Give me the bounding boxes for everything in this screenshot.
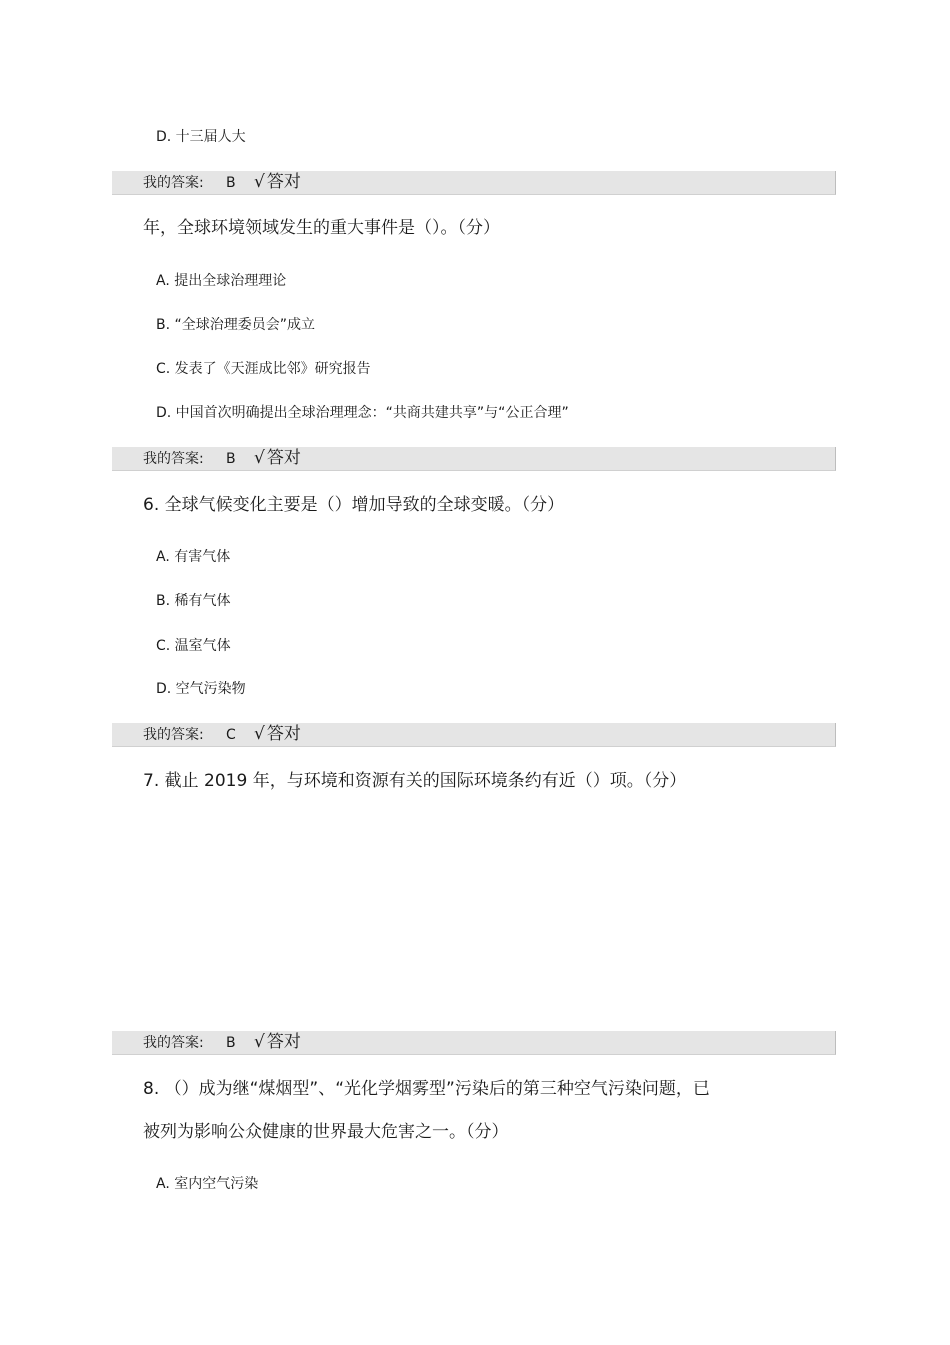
answer-value: B [226, 175, 236, 191]
check-icon: √ [254, 1032, 265, 1052]
option-a-q5: A. 提出全球治理理论 [156, 273, 287, 289]
answer-result [254, 447, 301, 470]
answer-result [254, 171, 301, 194]
option-c-q6: C. 温室气体 [156, 638, 231, 654]
answer-result-text: 答对 [266, 1032, 301, 1052]
option-a-q6: A. 有害气体 [156, 549, 231, 565]
question-5: 年，全球环境领域发生的重大事件是（）。（分） [143, 218, 500, 238]
option-d-q6: D. 空气污染物 [156, 681, 246, 697]
option-d-q4: D. 十三届人大 [156, 129, 246, 145]
question-7: 7. 截止 2019 年，与环境和资源有关的国际环境条约有近（）项。（分） [143, 771, 687, 791]
answer-bar-q6 [112, 723, 836, 747]
answer-value: B [226, 1035, 236, 1051]
answer-result-text: 答对 [266, 172, 301, 192]
answer-bar-q7 [112, 1031, 836, 1055]
check-icon: √ [254, 448, 265, 468]
option-d-q5: D. 中国首次明确提出全球治理理念：“共商共建共享”与“公正合理” [156, 405, 569, 421]
answer-bar-q4 [112, 171, 836, 195]
answer-label: 我的答案: [143, 1035, 204, 1051]
answer-value: C [226, 727, 236, 743]
answer-result-text: 答对 [266, 448, 301, 468]
option-b-q5: B. “全球治理委员会”成立 [156, 317, 316, 333]
answer-value: B [226, 451, 236, 467]
check-icon: √ [254, 172, 265, 192]
option-b-q6: B. 稀有气体 [156, 593, 231, 609]
answer-label: 我的答案: [143, 727, 204, 743]
option-a-q8: A. 室内空气污染 [156, 1176, 259, 1192]
question-8-line-2: 被列为影响公众健康的世界最大危害之一。（分） [143, 1122, 509, 1142]
answer-result [254, 723, 301, 746]
answer-label: 我的答案: [143, 175, 204, 191]
question-8-line-1: 8. （）成为继“煤烟型”、“光化学烟雾型”污染后的第三种空气污染问题，已 [143, 1079, 710, 1099]
check-icon: √ [254, 724, 265, 744]
question-6: 6. 全球气候变化主要是（）增加导致的全球变暖。（分） [143, 495, 565, 515]
answer-label: 我的答案: [143, 451, 204, 467]
answer-result [254, 1031, 301, 1054]
answer-result-text: 答对 [266, 724, 301, 744]
option-c-q5: C. 发表了《天涯成比邻》研究报告 [156, 361, 371, 377]
answer-bar-q5 [112, 447, 836, 471]
